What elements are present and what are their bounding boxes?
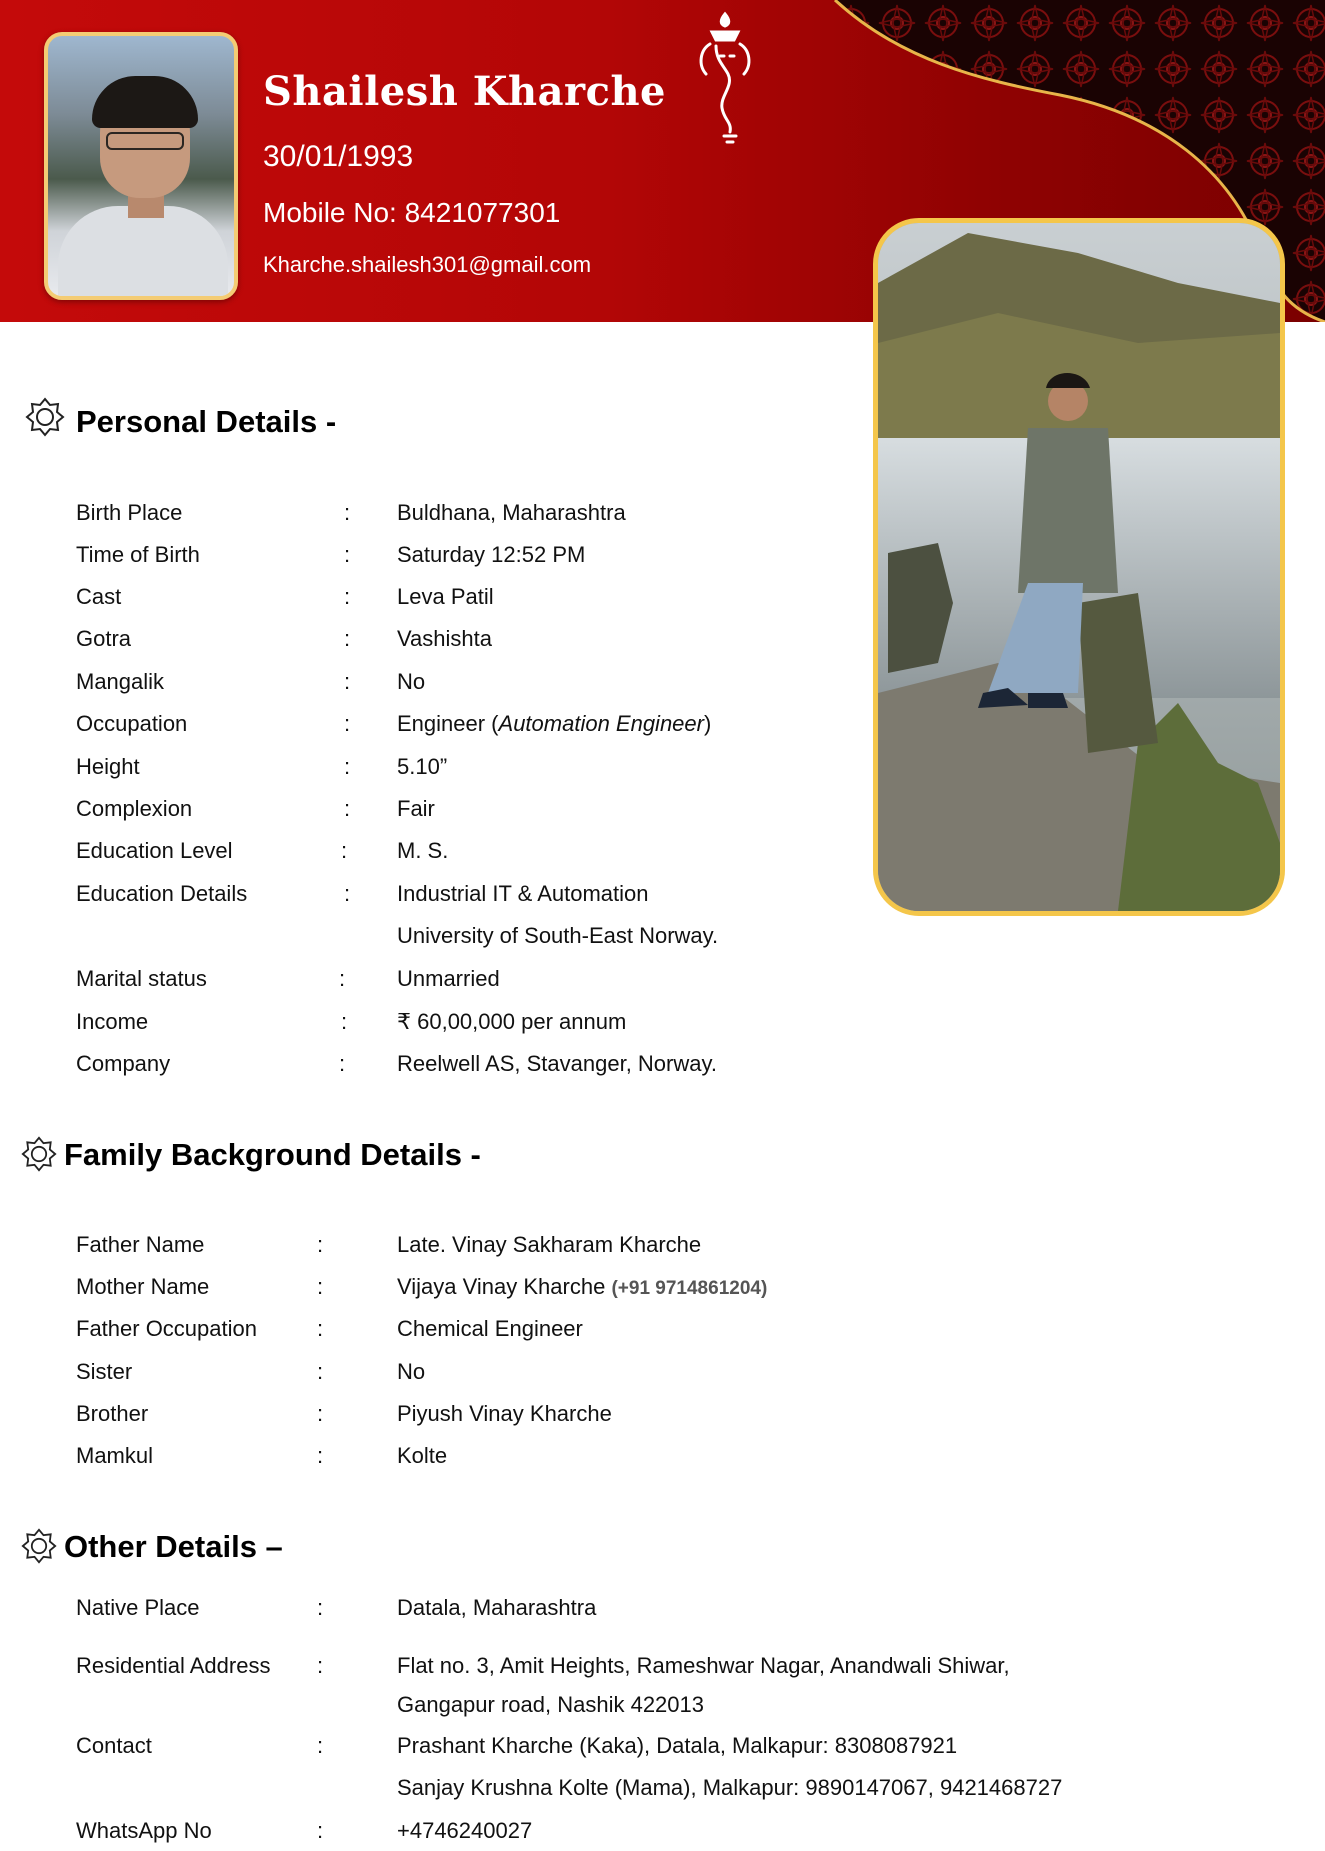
outdoor-photo xyxy=(873,218,1285,916)
personal-details-title: Personal Details - xyxy=(76,404,337,439)
date-of-birth: 30/01/1993 xyxy=(263,140,414,173)
mother-phone: (+91 9714861204) xyxy=(611,1278,768,1299)
mobile-number: Mobile No: 8421077301 xyxy=(263,197,561,228)
ganesha-icon xyxy=(680,10,770,160)
email-address: Kharche.shailesh301@gmail.com xyxy=(263,252,592,277)
family-details-title: Family Background Details - xyxy=(64,1137,481,1172)
candidate-name: Shailesh Kharche xyxy=(263,68,666,115)
field-value: Buldhana, Maharashtra xyxy=(397,500,626,525)
section-gear-icon xyxy=(21,1528,57,1564)
field-label: Birth Place xyxy=(76,500,183,525)
profile-photo xyxy=(44,32,238,300)
section-gear-icon xyxy=(25,397,65,437)
other-details-title: Other Details – xyxy=(64,1529,283,1564)
section-gear-icon xyxy=(21,1136,57,1172)
